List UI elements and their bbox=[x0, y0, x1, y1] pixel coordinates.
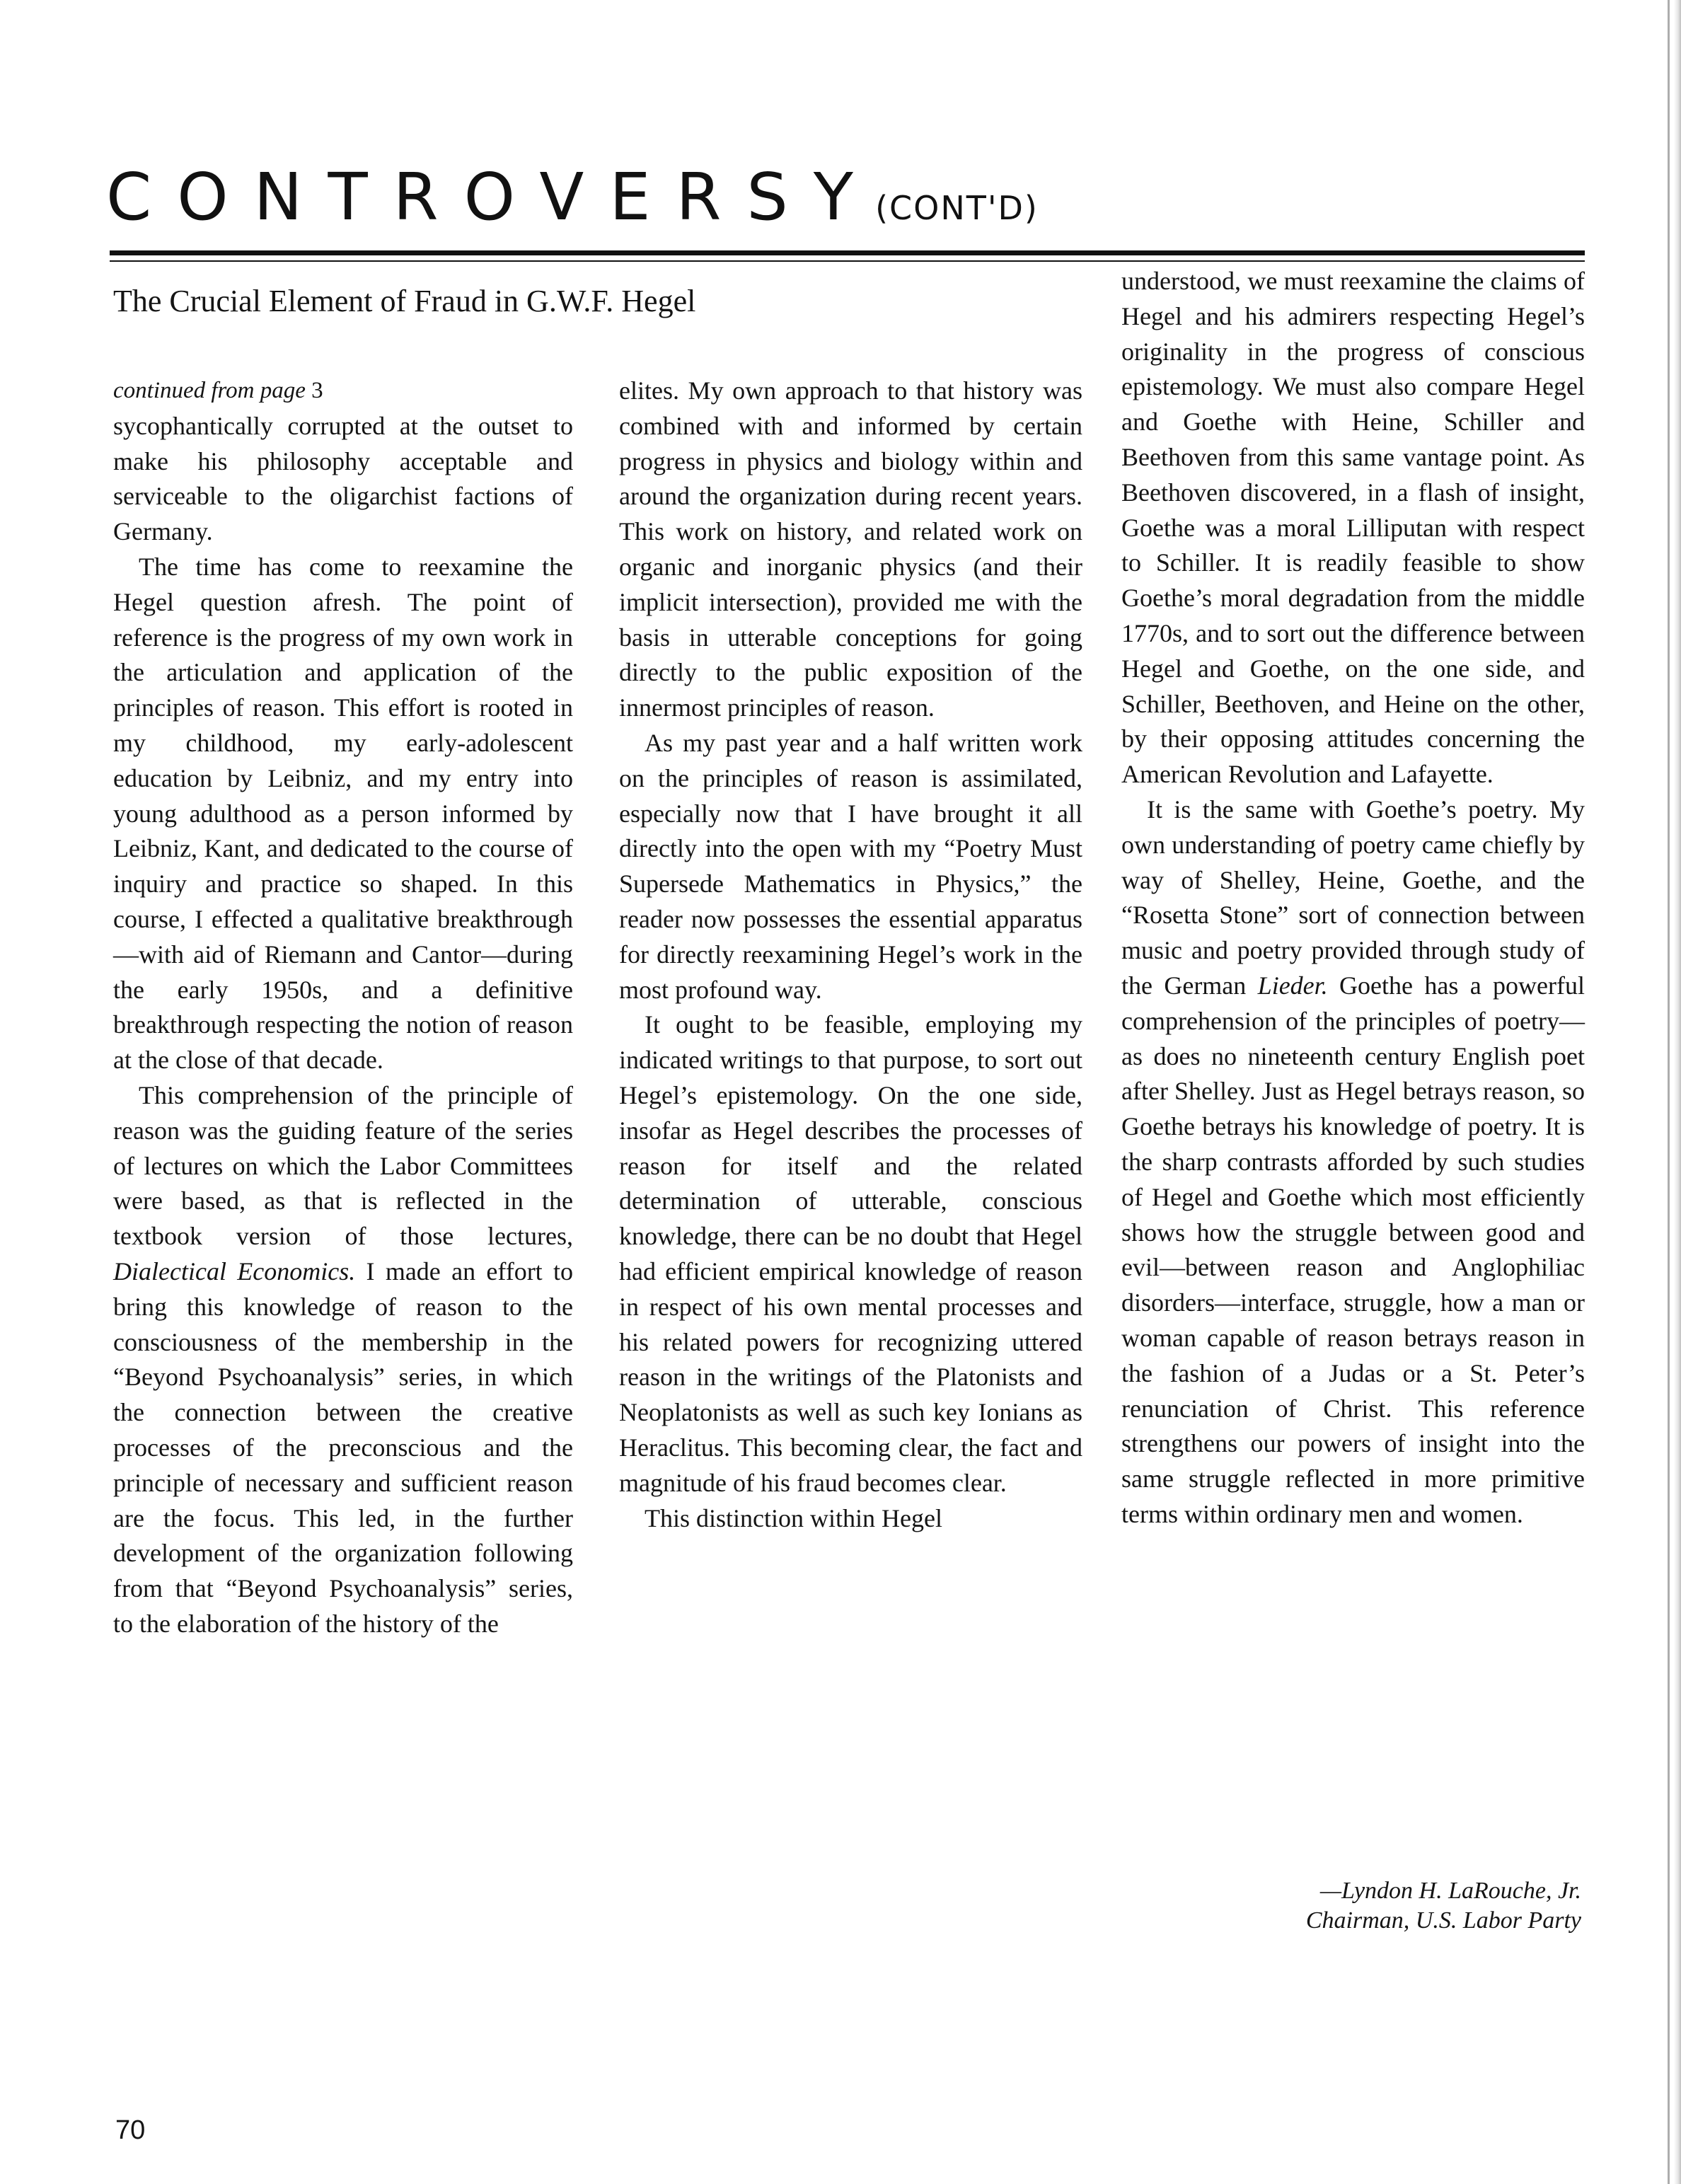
paragraph-text: This comprehension of the principle of reason was the guiding feature of the series of lectures on which the Labor Committees were based, as that is reflected in the textbook version of those lectures, bbox=[113, 1080, 573, 1251]
lieder-term: Lieder. bbox=[1257, 971, 1328, 1000]
paragraph: The time has come to reexamine the Hegel question afresh. The point of reference is the progress of my own work in the articulation and application of the principles of reason. This effort is rooted in my childhood, my early-adolescent education by Leibniz, and my entry into young adulthood as a person informed by Leibniz, Kant, and dedicated to the course of inquiry and practice so shaped. In this course, I effected a qualitative breakthrough—with aid of Riemann and Cantor—during the early 1950s, and a definitive breakthrough respecting the notion of reason at the close of that decade. bbox=[113, 552, 573, 1075]
paragraph: As my past year and a half written work on the principles of reason is assimilated, especially now that I have brought it all directly into the open with my “Poetry Must Supersede Mathematics in Physics,” the reader now possesses the essential apparatus for directly reexamining Hegel’s work in the most profound way. bbox=[619, 728, 1082, 1004]
paragraph-text: Goethe has a powerful comprehension of the principles of poetry—as does no nineteenth century English poet after Shelley. Just as Hegel betrays reason, so Goethe betrays his knowledge of poetry. It is the sharp contrasts afforded by such studies of Hegel and Goethe which most efficiently shows how the struggle between good and evil—between reason and Anglophiliac disorders—interface, struggle, how a man or woman capable of reason betrays reason in the fashion of a Judas or a St. Peter’s renunciation of Christ. This reference strengthens our powers of insight into the same struggle reflected in more primitive terms within ordinary men and women. bbox=[1121, 971, 1585, 1528]
continued-from-page: 3 bbox=[311, 378, 323, 403]
continued-from-note bbox=[113, 374, 573, 409]
article-column-3 bbox=[1121, 264, 1585, 1532]
section-heading-suffix: (CONT'D) bbox=[875, 189, 1039, 227]
page-number: 70 bbox=[115, 2115, 146, 2145]
heading-rule-thick bbox=[110, 250, 1585, 255]
paragraph: This distinction within Hegel bbox=[645, 1503, 942, 1532]
author-signature bbox=[1121, 1876, 1581, 1936]
scan-edge-line bbox=[1668, 0, 1670, 2184]
section-heading-main: CONTROVERSY bbox=[106, 159, 879, 235]
author-name: —Lyndon H. LaRouche, Jr. bbox=[1319, 1878, 1581, 1904]
paragraph: It ought to be feasible, employing my indicated writings to that purpose, to sort out Hegel’s epistemology. On the one side, insofar as Hegel describes the processes of reason for itself and the related determination of utterable, conscious knowledge, there can be no doubt that Hegel had efficient empirical knowledge of reason in respect of his own mental processes and his related powers for recognizing uttered reason in the writings of the Platonists and Neoplatonists as well as such key Ionians as Heraclitus. This becoming clear, the fact and magnitude of his fraud becomes clear. bbox=[619, 1010, 1082, 1497]
paragraph: elites. My own approach to that history was combined with and informed by certain progress in physics and biology within and around the organization during recent years. This work on history, and related work on organic and inorganic physics (and their implicit intersection), provided me with the basis in utterable conceptions for going directly to the public exposition of the innermost principles of reason. bbox=[619, 376, 1082, 722]
article-column-2 bbox=[619, 374, 1082, 1536]
section-heading bbox=[106, 159, 1039, 235]
article-title: The Crucial Element of Fraud in G.W.F. Hegel bbox=[113, 284, 696, 318]
heading-rule-thin bbox=[110, 260, 1585, 262]
paragraph bbox=[1121, 792, 1585, 1532]
author-title: Chairman, U.S. Labor Party bbox=[1305, 1907, 1581, 1934]
continued-from-label: continued from page bbox=[113, 378, 306, 403]
paragraph: sycophantically corrupted at the outset to make his philosophy acceptable and serviceable to the oligarchist factions of Germany. bbox=[113, 411, 573, 546]
article-column-1 bbox=[113, 374, 573, 1642]
paragraph: understood, we must reexamine the claims of Hegel and his admirers respecting Hegel’s originality in the progress of conscious epistemology. We must also compare Hegel and Goethe with Heine, Schiller and Beethoven from this same vantage point. As Beethoven discovered, in a flash of insight, Goethe was a moral Lilliputan with respect to Schiller. It is readily feasible to show Goethe’s moral degradation from the middle 1770s, and to sort out the difference between Hegel and Goethe, on the one side, and Schiller, Beethoven, and Heine on the other, by their opposing attitudes concerning the American Revolution and Lafayette. bbox=[1121, 267, 1585, 789]
paragraph bbox=[113, 1078, 573, 1642]
paragraph-text: I made an effort to bring this knowledge of reason to the consciousness of the membership in the “Beyond Psychoanalysis” series, in which the connection between the creative processes of the preconscious and the principle of necessary and sufficient reason are the focus. This led, in the further development of the organization following from that “Beyond Psychoanalysis” series, to the elaboration of the history of the bbox=[113, 1256, 573, 1638]
paragraph-text: It is the same with Goethe’s poetry. My own understanding of poetry came chiefly by way of Shelley, Heine, Goethe, and the “Rosetta Stone” sort of connection between music and poetry provided through study of the German bbox=[1121, 795, 1585, 1000]
book-title: Dialectical Economics. bbox=[113, 1256, 356, 1285]
scan-edge-shadow bbox=[1674, 0, 1681, 2184]
